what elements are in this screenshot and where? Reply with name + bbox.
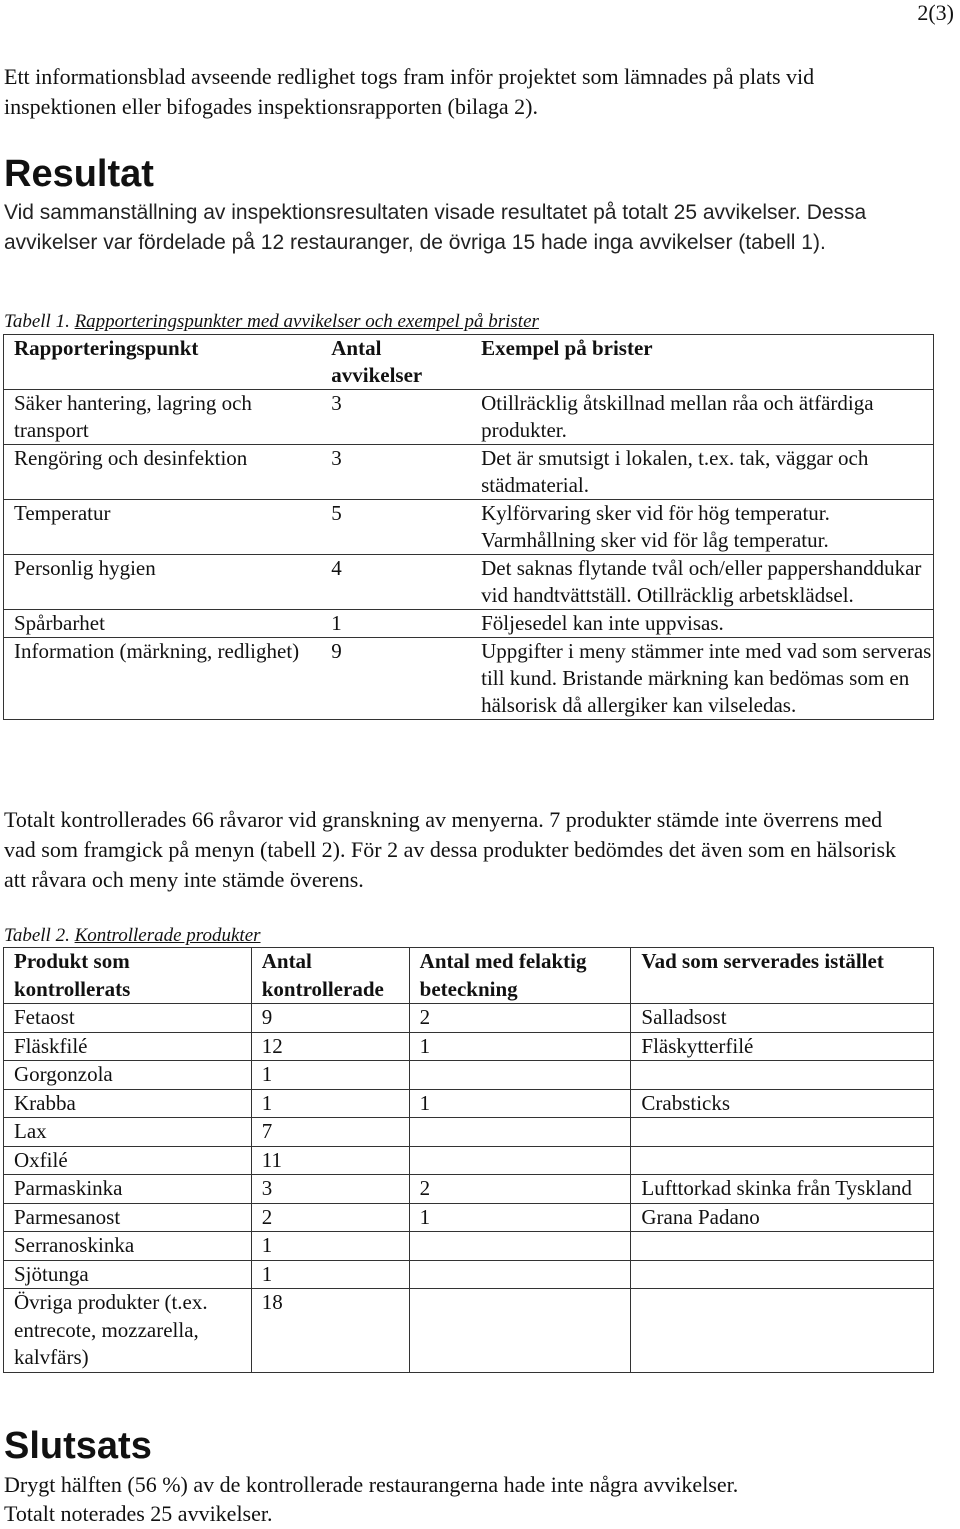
- resultat-paragraph: Vid sammanställning av inspektionsresultaten visade resultatet på totalt 25 avvikelser. Dessa avvikelser var fördelade på 12 restauranger, de övriga 15 hade inga avvikelser (tabell 1).: [4, 201, 867, 254]
- table-cell: Fläskytterfilé: [631, 1032, 934, 1061]
- table-cell: 3: [251, 1175, 409, 1204]
- table-cell: 11: [251, 1146, 409, 1175]
- page-number: 2(3): [917, 0, 954, 25]
- intro-paragraph: Ett informationsblad avseende redlighet togs fram inför projektet som lämnades på plats vid inspektionen eller bifogades inspektionsrapporten (bilaga 2).: [4, 64, 815, 119]
- table-cell: [409, 1232, 631, 1261]
- table-cell: 4: [321, 555, 471, 610]
- table-cell: Lax: [4, 1118, 252, 1147]
- table-cell: Rengöring och desinfektion: [4, 445, 322, 500]
- table-cell: Gorgonzola: [4, 1061, 252, 1090]
- table-cell: Uppgifter i meny stämmer inte med vad som serveras till kund. Bristande märkning kan bedömas som en hälsorisk då allergiker kan vilseledas.: [471, 638, 933, 720]
- table-cell: 1: [251, 1260, 409, 1289]
- table-cell: [631, 1260, 934, 1289]
- table-cell: Kylförvaring sker vid för hög temperatur. Varmhållning sker vid för låg temperatur.: [471, 500, 933, 555]
- table-cell: [631, 1146, 934, 1175]
- table-cell: [409, 1061, 631, 1090]
- middle-paragraph: Totalt kontrollerades 66 råvaror vid granskning av menyerna. 7 produkter stämde inte överrens med vad som framgick på menyn (tabell 2). För 2 av dessa produkter bedömdes det även som en hälsorisk att råvara och meny inte stämde överens.: [4, 807, 896, 892]
- table-row: [4, 610, 934, 638]
- table2-caption-title: Kontrollerade produkter: [74, 925, 261, 946]
- table-cell: Parmaskinka: [4, 1175, 252, 1204]
- slutsats-line-1: Drygt hälften (56 %) av de kontrollerade restaurangerna hade inte några avvikelser.: [4, 1472, 739, 1497]
- table-cell: Crabsticks: [631, 1089, 934, 1118]
- table-cell: [631, 1289, 934, 1373]
- table-cell: [409, 1289, 631, 1373]
- table-row: [4, 1175, 934, 1204]
- table-cell: Parmesanost: [4, 1203, 252, 1232]
- table-row: [4, 445, 934, 500]
- column-header: Vad som serverades istället: [631, 948, 934, 1004]
- table1-caption-title: Rapporteringspunkter med avvikelser och exempel på brister: [74, 311, 539, 332]
- table-cell: Temperatur: [4, 500, 322, 555]
- table-cell: 3: [321, 445, 471, 500]
- table-cell: [409, 1118, 631, 1147]
- table-row: [4, 1232, 934, 1261]
- table-cell: Personlig hygien: [4, 555, 322, 610]
- table-cell: Salladsost: [631, 1004, 934, 1033]
- slutsats-heading: Slutsats: [4, 1425, 152, 1467]
- table-cell: 2: [409, 1004, 631, 1033]
- column-header: Antal avvikelser: [321, 335, 471, 390]
- table2-caption-label: Tabell 2.: [4, 925, 70, 946]
- table-cell: 9: [321, 638, 471, 720]
- table-cell: [409, 1146, 631, 1175]
- table-cell: Det är smutsigt i lokalen, t.ex. tak, väggar och städmaterial.: [471, 445, 933, 500]
- column-header: Exempel på brister: [471, 335, 933, 390]
- table-cell: [409, 1260, 631, 1289]
- table-cell: Säker hantering, lagring och transport: [4, 390, 322, 445]
- column-header: Rapporteringspunkt: [4, 335, 322, 390]
- column-header: Antal med felaktig beteckning: [409, 948, 631, 1004]
- table-cell: 1: [251, 1232, 409, 1261]
- table-row: [4, 1289, 934, 1373]
- table-cell: 1: [321, 610, 471, 638]
- table-row: [4, 1146, 934, 1175]
- table1-caption: [4, 311, 539, 333]
- table-cell: Information (märkning, redlighet): [4, 638, 322, 720]
- table-row: [4, 638, 934, 720]
- table-cell: Oxfilé: [4, 1146, 252, 1175]
- table-kontrollerade-produkter: [3, 947, 934, 1373]
- table-cell: 1: [251, 1061, 409, 1090]
- table-row: [4, 1004, 934, 1033]
- column-header: Produkt som kontrollerats: [4, 948, 252, 1004]
- table-cell: Serranoskinka: [4, 1232, 252, 1261]
- table-cell: Sjötunga: [4, 1260, 252, 1289]
- table-row: [4, 1032, 934, 1061]
- table-cell: Krabba: [4, 1089, 252, 1118]
- resultat-heading: Resultat: [4, 153, 154, 195]
- table-cell: Det saknas flytande tvål och/eller pappershanddukar vid handtvättställ. Otillräcklig arbetsklädsel.: [471, 555, 933, 610]
- table-cell: [631, 1232, 934, 1261]
- table-cell: 9: [251, 1004, 409, 1033]
- header-row: [4, 948, 934, 1004]
- table-row: [4, 1089, 934, 1118]
- table-cell: Spårbarhet: [4, 610, 322, 638]
- table-cell: [631, 1118, 934, 1147]
- table-cell: Fetaost: [4, 1004, 252, 1033]
- table1-caption-label: Tabell 1.: [4, 311, 70, 332]
- column-header: Antal kontrollerade: [251, 948, 409, 1004]
- table-cell: Följesedel kan inte uppvisas.: [471, 610, 933, 638]
- table-cell: [631, 1061, 934, 1090]
- table-cell: 5: [321, 500, 471, 555]
- table-cell: 2: [409, 1175, 631, 1204]
- table-cell: 1: [409, 1089, 631, 1118]
- table-cell: 12: [251, 1032, 409, 1061]
- table-cell: 1: [409, 1032, 631, 1061]
- table-row: [4, 390, 934, 445]
- table-cell: 1: [409, 1203, 631, 1232]
- header-row: [4, 335, 934, 390]
- table-row: [4, 500, 934, 555]
- table-row: [4, 1260, 934, 1289]
- slutsats-line-2: Totalt noterades 25 avvikelser.: [4, 1501, 273, 1526]
- table-row: [4, 1061, 934, 1090]
- table-cell: 18: [251, 1289, 409, 1373]
- table-cell: Grana Padano: [631, 1203, 934, 1232]
- table-row: [4, 1203, 934, 1232]
- table-cell: Fläskfilé: [4, 1032, 252, 1061]
- table-row: [4, 555, 934, 610]
- table-cell: Otillräcklig åtskillnad mellan råa och ätfärdiga produkter.: [471, 390, 933, 445]
- table-cell: Lufttorkad skinka från Tyskland: [631, 1175, 934, 1204]
- table2-caption: [4, 925, 261, 947]
- table-cell: 3: [321, 390, 471, 445]
- table-cell: Övriga produkter (t.ex. entrecote, mozzarella, kalvfärs): [4, 1289, 252, 1373]
- table-row: [4, 1118, 934, 1147]
- table-cell: 1: [251, 1089, 409, 1118]
- table-cell: 7: [251, 1118, 409, 1147]
- table-cell: 2: [251, 1203, 409, 1232]
- table-rapporteringspunkter: [3, 334, 934, 720]
